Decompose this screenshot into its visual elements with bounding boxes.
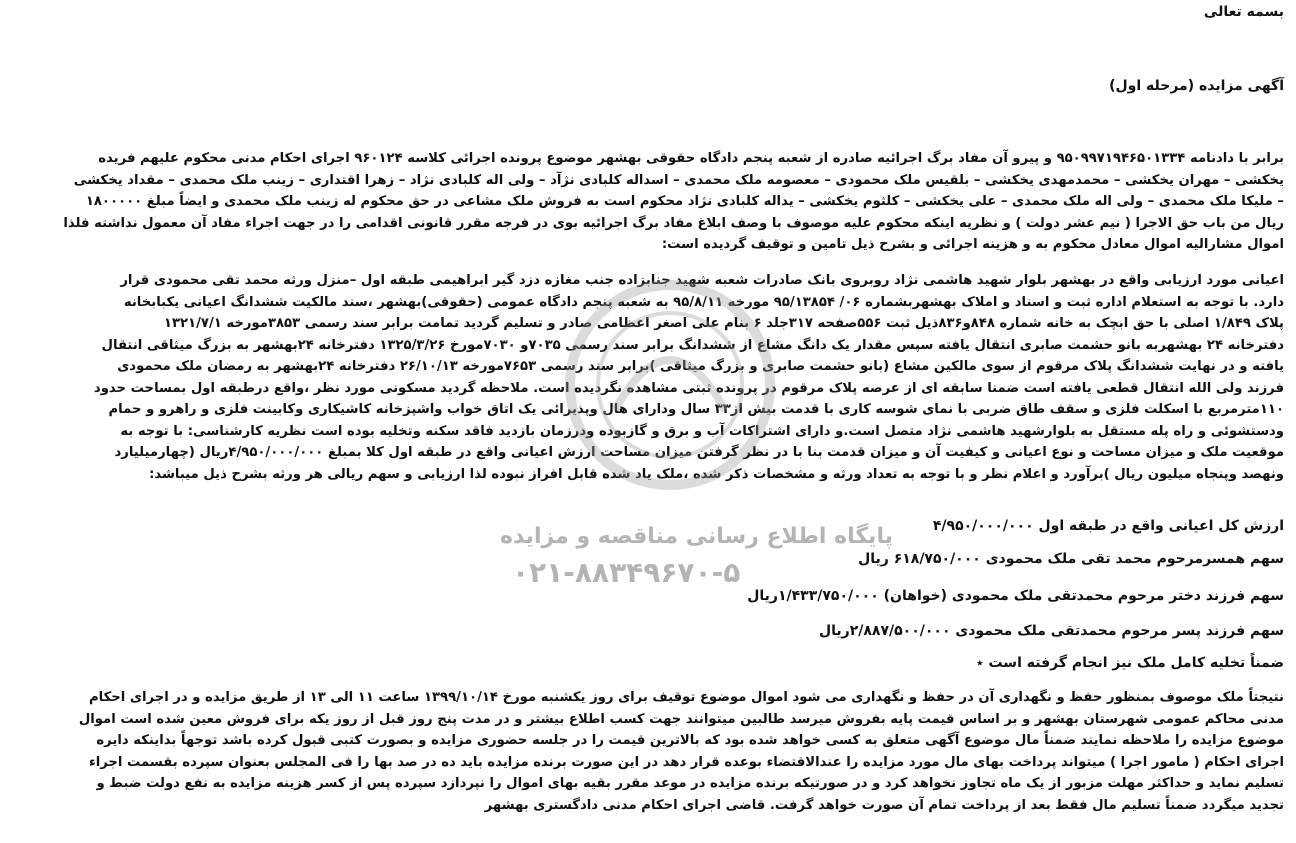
intro-line: اموال مشارالیه اموال معادل محکوم به و هزینه اجرائی و بشرح ذیل تامین و توقیف گردیده است:	[661, 237, 1284, 252]
property-line: ۱۱۰مترمربع با اسکلت فلزی و سقف طاق ضربی با نمای شوسه کاری با قدمت بیش از۳۳ سال ودارای هال وپذیرائی یک اتاق خواب واشپزخانه کاشیکاری وکابینت فلزی و راهرو و حمام	[108, 402, 1284, 417]
closing-paragraph	[10, 687, 1284, 816]
property-line: ودستشوئی و راه پله مستقل به بلوارشهید هاشمی نژاد متصل است.و دارای اشتراکات آب و برق و گازبوده ودرزمان بازدید فاقد سکنه وتخلیه بوده است نظریه کارشناسی: با توجه به	[120, 423, 1284, 439]
total-value-line: ارزش کل اعیانی واقع در طبقه اول ۴/۹۵۰/۰۰۰/۰۰۰	[932, 518, 1284, 534]
property-line: فرزند ولی الله انتقال قطعی یافته است ضمنا سابقه ای از عرصه پلاک مرقوم در پرونده ثبتی مشاهده نگردیده است. ملاحظه گردید مسکونی مورد نظر ،واقع درطبقه اول بمساحت حدود	[93, 380, 1284, 396]
intro-line: یخکشی – مهران یخکشی – محمدمهدی یخکشی – بلقیس ملک محمودی – معصومه ملک محمدی – اسداله کلبادی نژآد – ولی اله کلبادی نژاد – زهرا اقتداری – زینب ملک محمدی – مقداد یخکشی	[73, 172, 1284, 188]
property-line: یافته و در نهایت ششدانگ پلاک مرقوم از سوی مالکین مشاع (بانو حشمت صابری و بزرگ میثاقی )برابر سند رسمی ۷۶۵۳مورخه ۲۶/۱۰/۱۳ دفترخانه ۲۴بهشهر به رمضان ملک محمودی	[117, 359, 1284, 374]
watermark-name: پایگاه اطلاع رسانی مناقصه و مزایده	[500, 524, 893, 549]
intro-line: – ملیکا ملک محمدی – ولی اله ملک محمدی – علی یخکشی – کلثوم یخکشی – یداله کلبادی نژاد محکوم است به فروش ملک مشاعی در حق محکوم له زینب ملک محمدی و ایضاً مبلغ ۱۸۰۰۰۰۰	[85, 194, 1284, 209]
property-line: دارد. با توجه به استعلام اداره ثبت و اسناد و املاک بهشهربشماره ۰۶/ ۹۵/۱۳۸۵۴ مورخه ۹۵/۸/۱۱ به شعبه پنجم دادگاه عمومی (حقوقی)بهشهر ،سند مالکیت ششدانگ اعیانی یکبابخانه	[123, 294, 1284, 310]
closing-line: تجدید میگردد ضمناً تسلیم مال فقط بعد از پرداخت تمام آن صورت خواهد گرفت. قاضی اجرای احکام مدنی دادگستری بهشهر	[484, 797, 1284, 813]
son-share-line: سهم فرزند پسر مرحوم محمدتقی ملک محمودی ۲/۸۸۷/۵۰۰/۰۰۰ریال	[818, 623, 1284, 639]
closing-line: تسلیم نماید و حداکثر مهلت مزبور از یک ماه تجاوز نخواهد کرد و در صورتیکه برنده مزایده در موعد مقرر بقیه بهای اموال را نپردازد سپرده پس از کسر هزینه مزایده به نفع دولت ضبط و	[96, 776, 1284, 791]
closing-line: موضوع مزایده را ملاحظه نمایند ضمناً مال موضوع آگهی متعلق به کسی خواهد شده بود که بالاترین قیمت را در جلسه حضوری مزایده و بصورت کتبی قبول کرده باشد توجهاً بداینکه دایره	[96, 733, 1284, 748]
property-line: موقعیت ملک و میزان مساحت و نوع اعیانی و کیفیت آن و میزان قدمت بنا با در نظر گرفتن میزان مساحت ارزش اعیانی واقع در طبقه اول کلا بمبلغ ۴/۹۵۰/۰۰۰/۰۰۰ریال (چهارمیلیارد	[114, 445, 1284, 460]
closing-line: مدنی محاکم عمومی شهرستان بهشهر و بر اساس قیمت پایه بفروش میرسد طالبین میتوانند جهت کسب اطلاع بیشتر و در مدت پنج روز قبل از روز یکه برای فروش معین شده است اموال	[78, 711, 1284, 727]
eviction-note: ضمناً تخلیه کامل ملک نیز انجام گرفته است ٭	[975, 655, 1284, 671]
closing-line: اجرای احکام ( مامور اجرا ) میتواند پرداخت بهای مال مورد مزایده را عندالاقتضاء بوعده قرار دهد در این صورت برنده مزایده باید ده در صد بها را فی المجلس بعنوان سپرده بقسمت اجراء	[88, 754, 1284, 770]
closing-line: نتیجتاً ملک موصوف بمنظور حفظ و نگهداری آن در حفظ و نگهداری می شود اموال موضوع توقیف برای روز یکشنبه مورخ ۱۳۹۹/۱۰/۱۴ ساعت ۱۱ الی ۱۳ از طریق مزایده و در اجرای احکام	[88, 690, 1284, 705]
daughter-share-line: سهم فرزند دختر مرحوم محمدتقی ملک محمودی (خواهان) ۱/۴۳۳/۷۵۰/۰۰۰ریال	[747, 588, 1284, 604]
notice-title: آگهی مزایده (مرحله اول)	[1109, 78, 1284, 94]
property-line: پلاک ۱/۸۴۹ اصلی با حق ابچک به خانه شماره ۸۴۸و۸۳۶ذیل ثبت ۵۵۶صفحه ۳۱۷جلد ۶ بنام علی اصغر اعظامی صادر و تسلیم گردید تمامت برابر سند رسمی ۳۸۵۳مورخه ۱۳۲۱/۷/۱	[163, 316, 1284, 331]
basmala-heading: بسمه تعالی	[1203, 4, 1284, 20]
property-description	[10, 270, 1284, 485]
property-line: اعیانی مورد ارزیابی واقع در بهشهر بلوار شهید هاشمی نژاد روبروی بانک صادرات شعبه شهید جنابزاده جنب مغازه دزد گیر ابراهیمی طبقه اول –منزل ورثه محمد تقی محمودی قرار	[120, 273, 1284, 288]
property-line: ونهصد وپنجاه میلیون ریال )برآورد و اعلام نظر و با توجه به تعداد ورثه و مشخصات ذکر شده ،ملک یاد شده قابل افراز نبوده لذا ارزیابی و سهم ریالی هر ورثه بشرح ذیل میباشد:	[149, 466, 1284, 482]
intro-line: ریال من باب حق الاجرا ( نیم عشر دولت ) و نظریه اینکه محکوم علیه موصوف با وصف ابلاغ مفاد برگ اجرائیه بوی در فرجه مقرر قانونی اقدامی را در جهت اجراء مفاد آن معمول نداشته فلذا	[63, 215, 1284, 231]
intro-paragraph	[10, 148, 1284, 256]
intro-line: برابر با دادنامه ۹۵۰۹۹۷۱۹۴۶۵۰۱۳۳۴ و پیرو آن مفاد برگ اجرائیه صادره از شعبه پنجم دادگاه حقوقی بهشهر موضوع پرونده اجرائی کلاسه ۹۶۰۱۲۴ اجرای احکام مدنی محکوم علیهم فریده	[98, 151, 1284, 166]
spouse-share-line: سهم همسرمرحوم محمد تقی ملک محمودی ۶۱۸/۷۵۰/۰۰۰ ریال	[858, 551, 1284, 567]
property-line: دفترخانه ۲۴ بهشهربه بانو حشمت صابری انتقال یافته سپس مقدار یک دانگ مشاع از ششدانگ برابر سند رسمی ۷۰۳۵و ۷۰۳۰مورخ ۱۳۲۵/۳/۲۶ دفترخانه ۲۴بهشهر به بزرگ میثاقی انتقال	[101, 337, 1284, 353]
watermark-phone: ۰۲۱-۸۸۳۴۹۶۷۰-۵	[512, 556, 741, 589]
